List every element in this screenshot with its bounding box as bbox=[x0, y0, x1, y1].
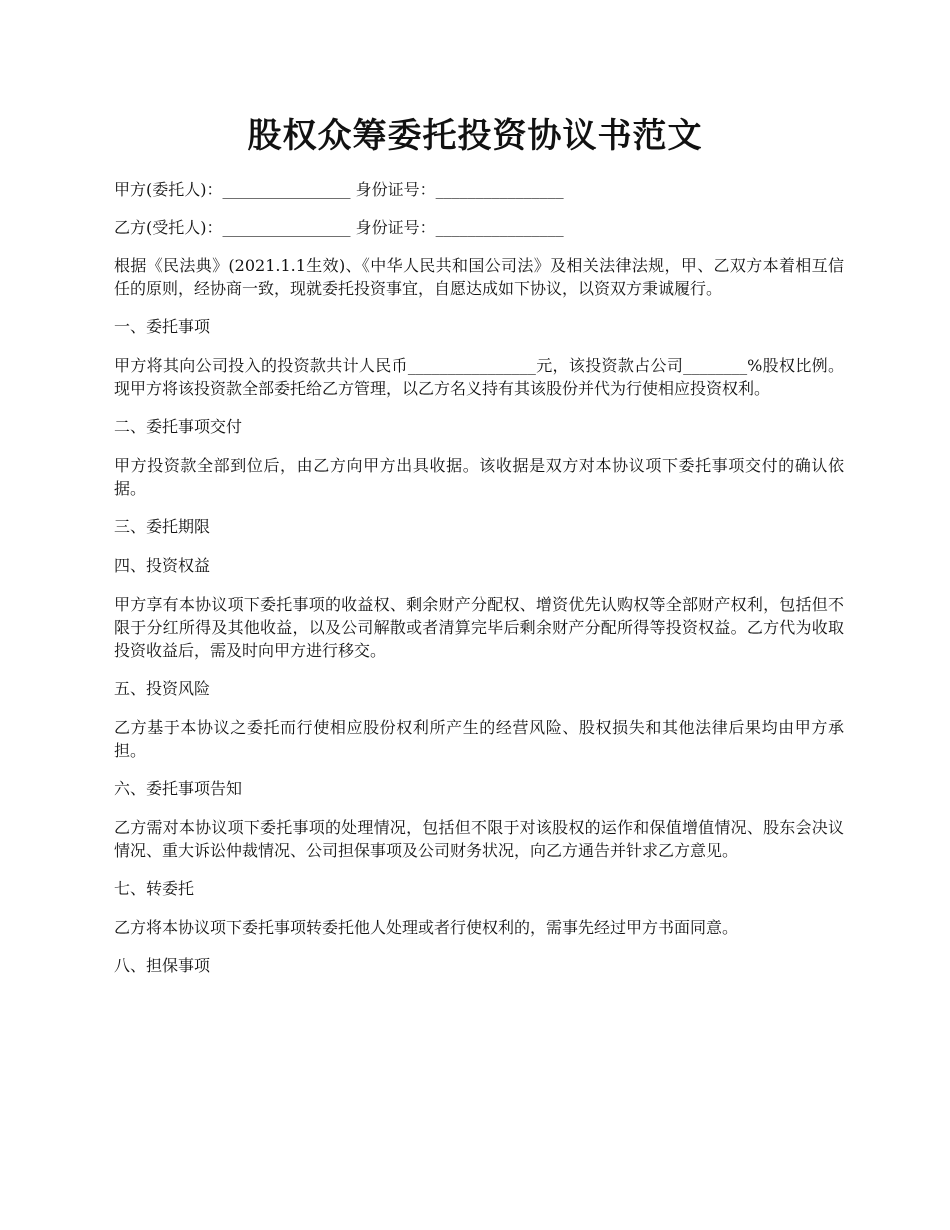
section-heading-8: 八、担保事项 bbox=[114, 956, 211, 975]
section-body-1: 甲方将其向公司投入的投资款共计人民币________________元，该投资款占公司________%股权比例。现甲方将该投资款全部委托给乙方管理，以乙方名义持有其该股份并代为行使相应投资权利。 bbox=[114, 356, 844, 398]
party-a-line: 甲方(委托人)：________________ 身份证号：________________ bbox=[114, 180, 564, 199]
section-body-7: 乙方将本协议项下委托事项转委托他人处理或者行使权利的，需事先经过甲方书面同意。 bbox=[114, 918, 739, 937]
section-heading-4: 四、投资权益 bbox=[114, 556, 211, 575]
section-heading-6: 六、委托事项告知 bbox=[114, 779, 243, 798]
section-heading-1: 一、委托事项 bbox=[114, 317, 211, 336]
section-heading-2: 二、委托事项交付 bbox=[114, 417, 243, 436]
section-heading-3: 三、委托期限 bbox=[114, 517, 211, 536]
party-b-line: 乙方(受托人)：________________ 身份证号：________________ bbox=[114, 218, 564, 237]
preamble-paragraph: 根据《民法典》(2021.1.1生效)、《中华人民共和国公司法》及相关法律法规，甲、乙双方本着相互信任的原则，经协商一致，现就委托投资事宜，自愿达成如下协议，以资双方秉诚履行。 bbox=[114, 256, 844, 298]
document-body bbox=[114, 178, 844, 993]
section-body-6: 乙方需对本协议项下委托事项的处理情况，包括但不限于对该股权的运作和保值增值情况、股东会决议情况、重大诉讼仲裁情况、公司担保事项及公司财务状况，向乙方通告并针求乙方意见。 bbox=[114, 818, 844, 860]
section-body-4: 甲方享有本协议项下委托事项的收益权、剩余财产分配权、增资优先认购权等全部财产权利，包括但不限于分红所得及其他收益，以及公司解散或者清算完毕后剩余财产分配所得等投资权益。乙方代为收取投资收益后，需及时向甲方进行移交。 bbox=[114, 595, 844, 660]
section-body-2: 甲方投资款全部到位后，由乙方向甲方出具收据。该收据是双方对本协议项下委托事项交付的确认依据。 bbox=[114, 456, 844, 498]
section-heading-5: 五、投资风险 bbox=[114, 679, 211, 698]
section-body-5: 乙方基于本协议之委托而行使相应股份权利所产生的经营风险、股权损失和其他法律后果均由甲方承担。 bbox=[114, 718, 844, 760]
document-title: 股权众筹委托投资协议书范文 bbox=[247, 116, 703, 156]
section-heading-7: 七、转委托 bbox=[114, 879, 195, 898]
